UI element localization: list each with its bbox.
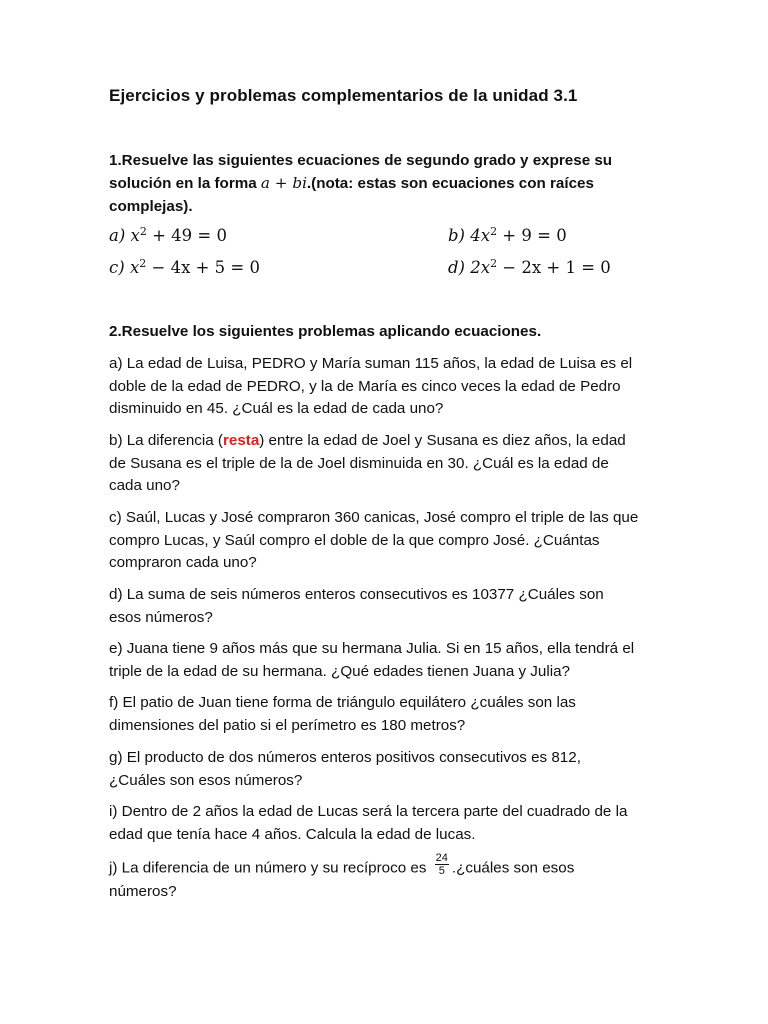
equation-b-term: 4x — [470, 226, 491, 245]
equation-b — [448, 226, 567, 245]
problem-b-rest: ) entre la edad de Joel y Susana es diez años, la edad de Susana es el triple de la de Joel disminuida en 30. ¿Cuál es la edad de cada uno? — [109, 432, 626, 495]
equation-d-term: 2x — [470, 258, 491, 277]
equation-d-rest: − 2x + 1 = 0 — [497, 258, 611, 277]
equation-a — [109, 226, 227, 245]
equation-d-exponent: 2 — [490, 257, 498, 270]
section-2-heading: 2.Resuelve los siguientes problemas aplicando ecuaciones. — [109, 323, 542, 340]
equation-c-rest: − 4x + 5 = 0 — [146, 258, 260, 277]
equation-d — [448, 258, 611, 277]
problem-f: f) El patio de Juan tiene forma de triángulo equilátero ¿cuáles son las dimensiones del patio si el perímetro es 180 metros? — [109, 694, 576, 734]
problem-j-start: j) La diferencia de un número y su recíproco es — [109, 859, 431, 877]
fraction-24-5 — [435, 852, 449, 877]
fraction-denominator: 5 — [438, 865, 445, 877]
problem-b — [109, 430, 639, 498]
equation-a-exponent: 2 — [139, 225, 147, 238]
problem-g: g) El producto de dos números enteros positivos consecutivos es 812, ¿Cuáles son esos números? — [109, 749, 581, 789]
equation-b-exponent: 2 — [490, 225, 498, 238]
section-1-heading-note: .(nota: estas son ecuaciones con raíces complejas). — [109, 175, 594, 215]
equation-b-rest: + 9 = 0 — [497, 226, 567, 245]
fraction-numerator: 24 — [435, 852, 448, 864]
problem-j-rest: .¿cuáles son esos números? — [109, 859, 575, 900]
problem-e: e) Juana tiene 9 años más que su hermana Julia. Si en 15 años, ella tendrá el triple de la edad de su hermana. ¿Qué edades tienen Juana y Julia? — [109, 640, 635, 680]
problem-b-start: b) La diferencia ( — [109, 432, 223, 449]
equation-a-rest: + 49 = 0 — [146, 226, 227, 245]
problem-d: d) La suma de seis números enteros consecutivos es 10377 ¿Cuáles son esos números? — [109, 586, 604, 626]
equation-c-term: x — [129, 258, 140, 277]
problem-a: a) La edad de Luisa, PEDRO y María suman 115 años, la edad de Luisa es el doble de la edad de PEDRO, y la de María es cinco veces la edad de Pedro disminuido en 45. ¿Cuál es la edad de cada uno? — [109, 355, 633, 418]
document-title: Ejercicios y problemas complementarios de la unidad 3.1 — [109, 86, 578, 105]
equation-c — [109, 258, 260, 277]
equation-c-exponent: 2 — [139, 257, 147, 270]
equation-b-label: b) — [448, 226, 471, 245]
section-1-heading — [109, 149, 639, 218]
section-1-heading-text: 1.Resuelve las siguientes ecuaciones de segundo grado y exprese su solución en la forma — [109, 152, 613, 192]
equation-a-label: a) — [109, 226, 131, 245]
equation-c-label: c) — [109, 258, 130, 277]
complex-form-math: a + bi — [260, 174, 307, 192]
problem-b-highlight: resta — [222, 432, 260, 449]
problem-c: c) Saúl, Lucas y José compraron 360 canicas, José compro el triple de las que compro Lucas, y Saúl compro el doble de la que compro José. ¿Cuántas compraron cada uno? — [109, 509, 639, 572]
equation-d-label: d) — [448, 258, 471, 277]
problem-j — [109, 852, 639, 904]
equation-a-term: x — [130, 226, 140, 245]
problem-i: i) Dentro de 2 años la edad de Lucas será la tercera parte del cuadrado de la edad que tenía hace 4 años. Calcula la edad de lucas. — [109, 803, 628, 843]
